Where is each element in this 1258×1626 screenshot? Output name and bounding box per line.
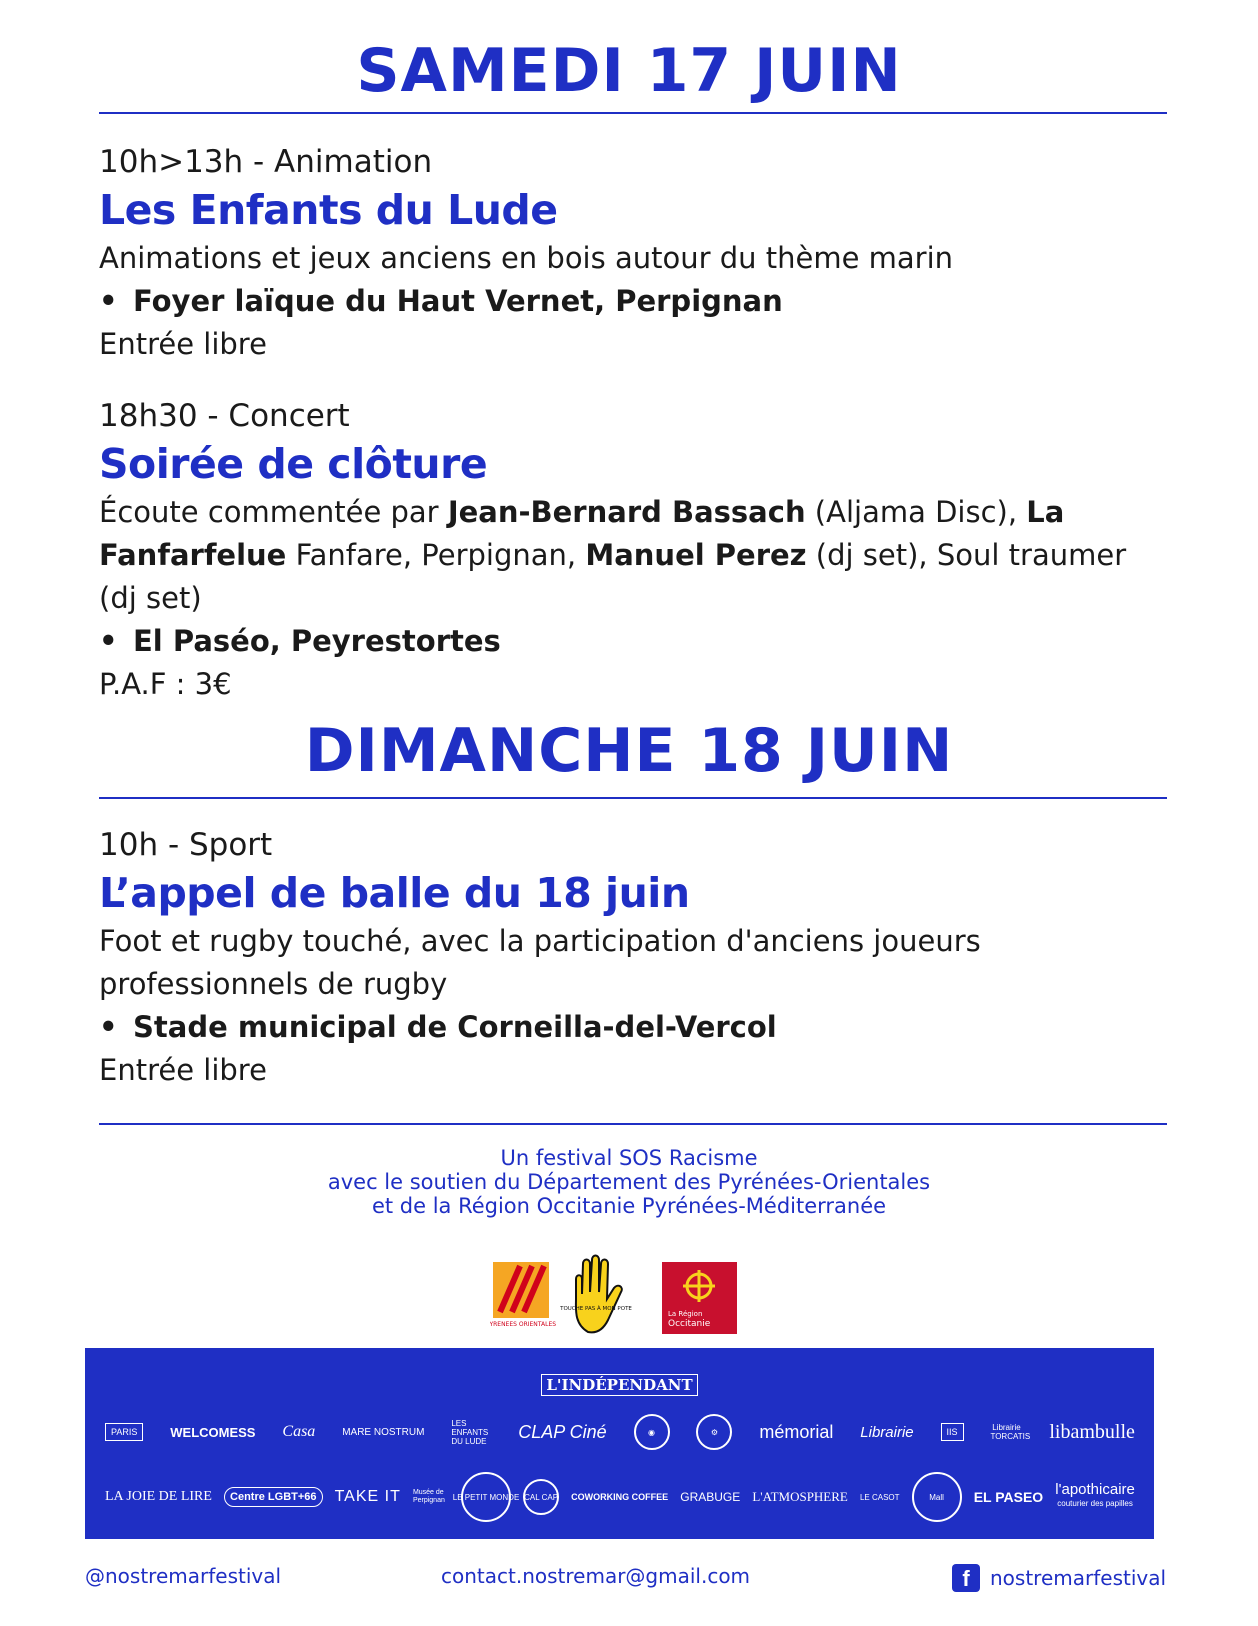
sponsor-logo: EL PASEO bbox=[973, 1489, 1044, 1505]
sponsor-logo: GRABUGE bbox=[680, 1490, 741, 1504]
event-time: 10h - Sport bbox=[99, 827, 273, 863]
apothicaire-tagline: couturier des papilles bbox=[1057, 1499, 1133, 1508]
sponsor-logo: Librairie bbox=[860, 1423, 914, 1441]
pyrenees-orientales-logo bbox=[490, 1262, 556, 1330]
day-heading-saturday: SAMEDI 17 JUIN bbox=[356, 36, 902, 106]
apothicaire-name: l'apothicaire bbox=[1055, 1481, 1135, 1498]
event-price: P.A.F : 3€ bbox=[99, 667, 232, 701]
sponsor-logo: LES ENFANTS DU LUDE bbox=[451, 1418, 489, 1446]
sponsor-logo: mémorial bbox=[759, 1421, 834, 1442]
sponsor-logo: LE CASOT bbox=[859, 1492, 900, 1502]
bullet-icon: • bbox=[99, 624, 118, 658]
hand-logo bbox=[559, 1256, 632, 1333]
facebook-link[interactable] bbox=[952, 1564, 1166, 1592]
sponsor-logo: LE PETIT MONDE bbox=[461, 1472, 511, 1522]
svg-text:La Région: La Région bbox=[668, 1310, 703, 1318]
svg-text:Occitanie: Occitanie bbox=[668, 1319, 711, 1329]
sponsor-logo: CAL CAP bbox=[523, 1479, 559, 1515]
sponsor-row bbox=[105, 1472, 1135, 1522]
sponsor-logo: Centre LGBT+66 bbox=[224, 1487, 323, 1507]
sponsor-logo: ◉ bbox=[634, 1414, 670, 1450]
divider bbox=[99, 1123, 1167, 1125]
event-description: Animations et jeux anciens en bois autour du thème marin bbox=[99, 241, 954, 275]
event-title: Soirée de clôture bbox=[99, 440, 488, 488]
instagram-handle[interactable]: @nostremarfestival bbox=[85, 1564, 282, 1588]
festival-credits bbox=[0, 1146, 1258, 1218]
event-block bbox=[99, 395, 1179, 706]
sponsor-row bbox=[105, 1414, 1135, 1450]
credits-line: avec le soutien du Département des Pyrénées-Orientales bbox=[327, 1170, 931, 1194]
sponsor-logo: Librairie TORCATIS bbox=[990, 1423, 1031, 1441]
footer bbox=[0, 1564, 1258, 1594]
event-time: 18h30 - Concert bbox=[99, 398, 350, 434]
event-location: • Stade municipal de Corneilla-del-Vercol bbox=[99, 1006, 1179, 1049]
region-occitanie-logo bbox=[662, 1262, 737, 1334]
partner-logos-graphic bbox=[490, 1254, 760, 1334]
sponsor-independant: L'INDÉPENDANT bbox=[85, 1376, 1154, 1394]
sponsor-logo: Mall bbox=[912, 1472, 962, 1522]
event-location: • Foyer laïque du Haut Vernet, Perpignan bbox=[99, 280, 1179, 323]
event-time: 10h>13h - Animation bbox=[99, 144, 433, 180]
event-price: Entrée libre bbox=[99, 1053, 267, 1087]
sponsor-logo: ⚙ bbox=[696, 1414, 732, 1450]
sponsor-logo: Casa bbox=[282, 1423, 316, 1440]
event-title: Les Enfants du Lude bbox=[99, 186, 558, 234]
contact-email[interactable]: contact.nostremar@gmail.com bbox=[441, 1564, 751, 1588]
sponsor-logo: COWORKING COFFEE bbox=[571, 1492, 669, 1502]
event-description: Foot et rugby touché, avec la participation d'anciens joueurs professionnels de rugby bbox=[99, 924, 981, 1001]
sponsor-logo bbox=[1055, 1483, 1135, 1511]
sponsor-logo: L'ATMOSPHERE bbox=[752, 1489, 848, 1504]
event-location: • El Paséo, Peyrestortes bbox=[99, 620, 1179, 663]
event-block bbox=[99, 824, 1179, 1092]
facebook-handle: nostremarfestival bbox=[990, 1566, 1167, 1590]
divider bbox=[99, 797, 1167, 799]
sponsor-logo: CLAP Ciné bbox=[518, 1421, 607, 1442]
svg-text:PYRENEES ORIENTALES: PYRENEES ORIENTALES bbox=[490, 1321, 557, 1328]
event-description: Écoute commentée par Jean-Bernard Bassach (Aljama Disc), La Fanfarfelue Fanfare, Perpignan, Manuel Perez (dj set), Soul traumer (dj set) bbox=[99, 495, 1127, 615]
credits-line: Un festival SOS Racisme bbox=[500, 1146, 758, 1170]
credits-line: et de la Région Occitanie Pyrénées-Méditerranée bbox=[371, 1194, 887, 1218]
sponsor-logo: WELCOMESS bbox=[170, 1424, 256, 1440]
sponsor-banner bbox=[85, 1348, 1154, 1539]
sponsor-logo: MARE NOSTRUM bbox=[342, 1426, 425, 1438]
partner-logos bbox=[490, 1254, 760, 1334]
divider bbox=[99, 112, 1167, 114]
sponsor-logo: TAKE IT bbox=[334, 1488, 401, 1505]
event-title: L’appel de balle du 18 juin bbox=[99, 869, 690, 917]
sponsor-logo: Musée de Perpignan bbox=[412, 1489, 445, 1504]
sponsor-logo: LA JOIE DE LIRE bbox=[105, 1489, 212, 1504]
bullet-icon: • bbox=[99, 284, 118, 318]
bullet-icon: • bbox=[99, 1010, 118, 1044]
facebook-icon: f bbox=[952, 1564, 980, 1592]
event-block bbox=[99, 141, 1179, 366]
svg-text:TOUCHE PAS À MON POTE: TOUCHE PAS À MON POTE bbox=[560, 1306, 632, 1312]
sponsor-logo: libambulle bbox=[1049, 1420, 1135, 1443]
day-heading-sunday: DIMANCHE 18 JUIN bbox=[304, 716, 954, 786]
sponsor-logo: PARIS bbox=[105, 1423, 143, 1441]
sponsor-logo: IIS bbox=[941, 1423, 964, 1441]
event-price: Entrée libre bbox=[99, 327, 267, 361]
